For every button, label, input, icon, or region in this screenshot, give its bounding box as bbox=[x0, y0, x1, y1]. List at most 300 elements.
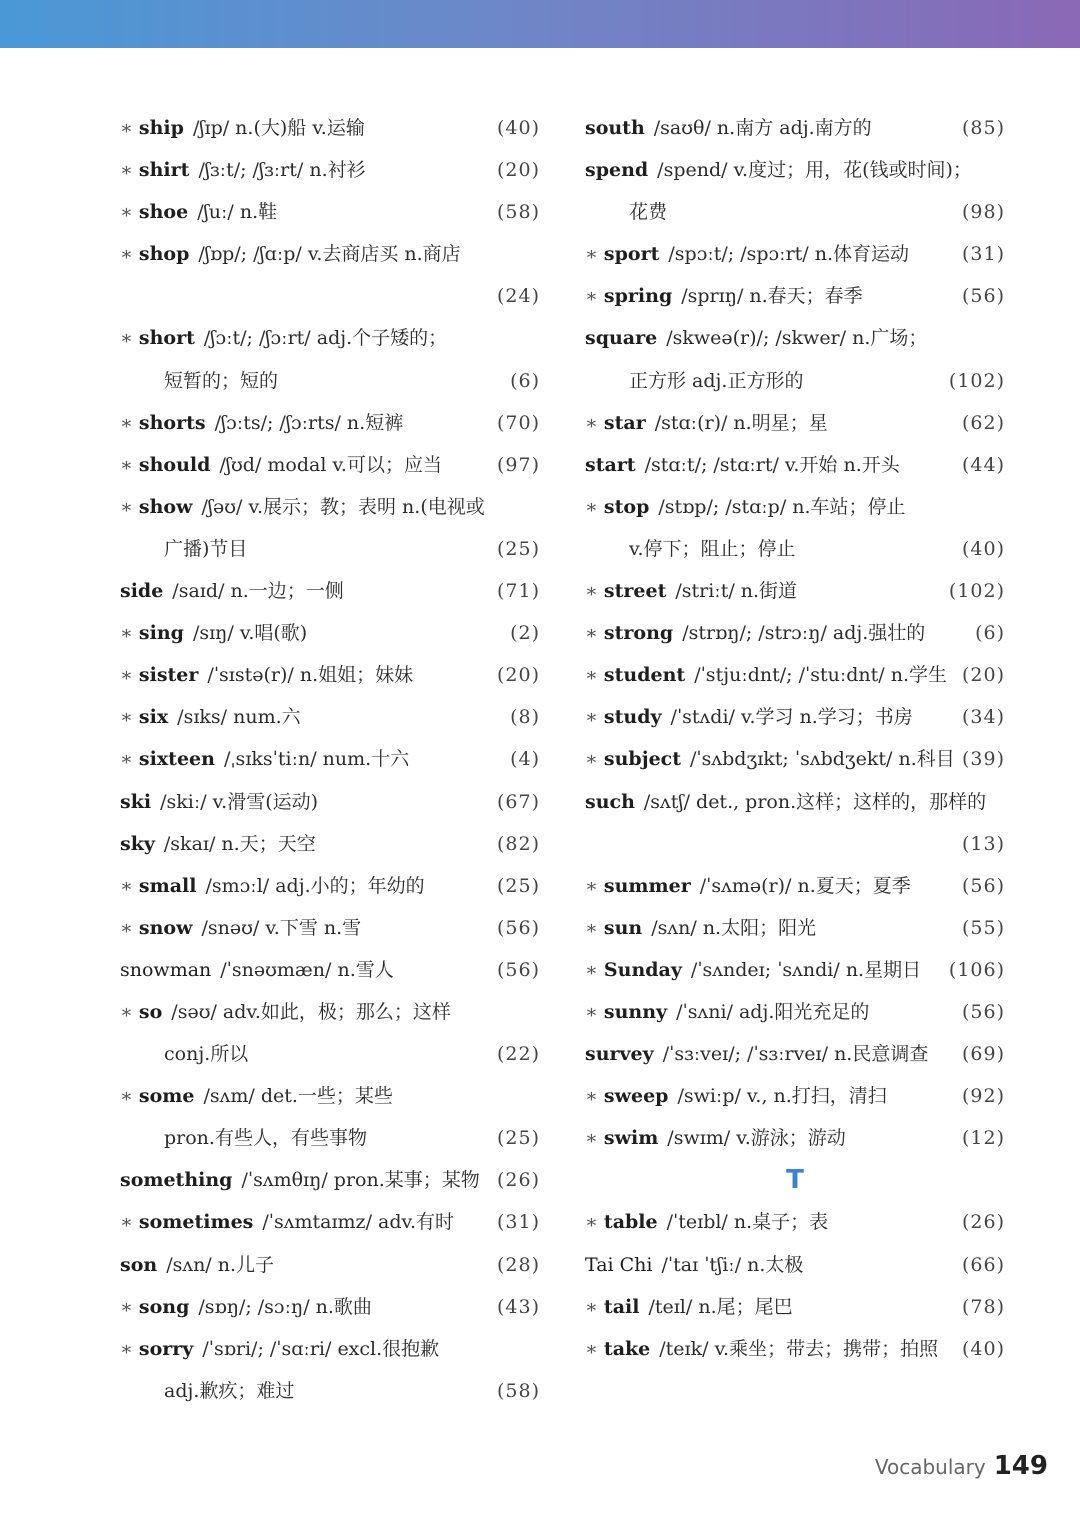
headword: shoe bbox=[138, 201, 189, 224]
unit-reference: (8) bbox=[510, 706, 540, 729]
vocabulary-column-right bbox=[585, 107, 1005, 1370]
unit-reference: (58) bbox=[496, 201, 540, 224]
vocabulary-column-left bbox=[120, 107, 540, 1412]
vocab-continuation bbox=[120, 1370, 540, 1412]
entry-content bbox=[585, 612, 925, 654]
entry-content bbox=[585, 738, 955, 780]
entry-definition: /sɪŋ/ v.唱(歌) bbox=[192, 622, 308, 645]
vocab-entry bbox=[120, 233, 540, 275]
entry-definition: 广播)节目 bbox=[164, 537, 248, 560]
headword: so bbox=[138, 1000, 163, 1023]
headword: strong bbox=[603, 622, 674, 645]
key-word-star: ∗ bbox=[585, 285, 598, 308]
vocab-continuation bbox=[120, 360, 540, 402]
entry-definition: /sʌtʃ/ det., pron.这样；这样的，那样的 bbox=[643, 790, 987, 813]
vocab-entry bbox=[585, 275, 1005, 317]
vocab-entry bbox=[120, 1075, 540, 1117]
key-word-star: ∗ bbox=[120, 495, 133, 518]
entry-content bbox=[120, 107, 365, 149]
key-word-star: ∗ bbox=[585, 1000, 598, 1023]
unit-reference: (34) bbox=[961, 706, 1005, 729]
entry-definition: /sprɪŋ/ n.春天；春季 bbox=[681, 285, 863, 308]
vocab-entry bbox=[120, 149, 540, 191]
page-footer bbox=[875, 1451, 1048, 1481]
unit-reference: (2) bbox=[510, 622, 540, 645]
entry-definition: 花费 bbox=[629, 201, 668, 224]
key-word-star: ∗ bbox=[120, 1211, 133, 1234]
vocab-entry bbox=[120, 191, 540, 233]
entry-content bbox=[120, 191, 277, 233]
entry-definition: /ˌsɪksˈtiːn/ num.十六 bbox=[223, 748, 410, 771]
entry-definition: /ˈsʌbdʒɪkt; ˈsʌbdʒekt/ n.科目 bbox=[690, 748, 955, 771]
unit-reference: (40) bbox=[961, 537, 1005, 560]
entry-content bbox=[585, 949, 921, 991]
vocab-entry bbox=[120, 107, 540, 149]
entry-content bbox=[585, 191, 667, 233]
headword: sixteen bbox=[138, 748, 215, 771]
vocab-entry bbox=[120, 696, 540, 738]
vocab-continuation bbox=[120, 528, 540, 570]
key-word-star: ∗ bbox=[120, 874, 133, 897]
entry-content bbox=[585, 360, 803, 402]
unit-reference: (44) bbox=[961, 453, 1005, 476]
headword: snowman bbox=[120, 958, 212, 981]
vocab-entry bbox=[585, 696, 1005, 738]
entry-definition: /ʃɔːts/; /ʃɔːrts/ n.短裤 bbox=[214, 411, 404, 434]
entry-content bbox=[120, 949, 394, 991]
vocab-entry bbox=[585, 738, 1005, 780]
vocab-entry bbox=[585, 1075, 1005, 1117]
entry-definition: /stɑː(r)/ n.明星；星 bbox=[654, 411, 828, 434]
headword: sky bbox=[120, 832, 155, 855]
unit-reference: (40) bbox=[961, 1337, 1005, 1360]
entry-content bbox=[120, 570, 344, 612]
entry-content bbox=[585, 1286, 793, 1328]
entry-definition: /swiːp/ v., n.打扫，清扫 bbox=[677, 1085, 887, 1108]
key-word-star: ∗ bbox=[120, 706, 133, 729]
vocab-entry bbox=[120, 738, 540, 780]
headword: side bbox=[120, 580, 164, 603]
entry-definition: /teɪk/ v.乘坐；带去；携带；拍照 bbox=[659, 1337, 939, 1360]
headword: street bbox=[603, 580, 667, 603]
entry-definition: /striːt/ n.街道 bbox=[675, 580, 798, 603]
unit-reference: (25) bbox=[496, 1127, 540, 1150]
unit-reference: (25) bbox=[496, 874, 540, 897]
vocab-continuation bbox=[120, 1033, 540, 1075]
entry-content bbox=[120, 612, 307, 654]
entry-content bbox=[120, 1286, 372, 1328]
unit-reference: (62) bbox=[961, 411, 1005, 434]
unit-reference: (22) bbox=[496, 1043, 540, 1066]
unit-reference: (31) bbox=[961, 243, 1005, 266]
headword: summer bbox=[603, 874, 691, 897]
headword: Sunday bbox=[603, 958, 682, 981]
entry-definition: /ˈsɜːveɪ/; /ˈsɜːrveɪ/ n.民意调查 bbox=[662, 1043, 929, 1066]
vocab-entry bbox=[120, 570, 540, 612]
vocab-entry bbox=[585, 612, 1005, 654]
unit-reference: (28) bbox=[496, 1253, 540, 1276]
entry-definition: /skweə(r)/; /skwer/ n.广场； bbox=[666, 327, 928, 350]
vocab-continuation bbox=[585, 191, 1005, 233]
entry-definition: /snəʊ/ v.下雪 n.雪 bbox=[201, 916, 362, 939]
vocab-entry bbox=[585, 317, 1005, 359]
unit-reference: (66) bbox=[961, 1253, 1005, 1276]
vocab-entry bbox=[120, 1286, 540, 1328]
headword: sometimes bbox=[138, 1211, 254, 1234]
unit-reference: (85) bbox=[961, 117, 1005, 139]
entry-content bbox=[585, 444, 900, 486]
vocab-entry bbox=[585, 1033, 1005, 1075]
unit-reference: (43) bbox=[496, 1295, 540, 1318]
key-word-star: ∗ bbox=[585, 1337, 598, 1360]
entry-definition: /strɒŋ/; /strɔːŋ/ adj.强壮的 bbox=[682, 622, 926, 645]
footer-label: Vocabulary bbox=[874, 1455, 986, 1479]
unit-reference: (56) bbox=[961, 874, 1005, 897]
headword: shirt bbox=[138, 159, 190, 182]
section-letter-row bbox=[585, 1159, 1005, 1201]
entry-content bbox=[120, 696, 301, 738]
key-word-star: ∗ bbox=[585, 1295, 598, 1318]
headword: Tai Chi bbox=[585, 1253, 653, 1276]
vocab-entry bbox=[120, 1328, 540, 1370]
entry-definition: /ˈsʌndeɪ; ˈsʌndi/ n.星期日 bbox=[690, 958, 922, 981]
key-word-star: ∗ bbox=[585, 1211, 598, 1234]
entry-content bbox=[120, 738, 409, 780]
unit-reference: (98) bbox=[961, 201, 1005, 224]
headword: something bbox=[120, 1169, 233, 1192]
entry-definition: /ˈsʌni/ adj.阳光充足的 bbox=[676, 1000, 870, 1023]
entry-definition: /ʃuː/ n.鞋 bbox=[197, 201, 278, 224]
headword: spring bbox=[603, 285, 673, 308]
vocab-entry bbox=[120, 907, 540, 949]
entry-content bbox=[120, 865, 425, 907]
entry-content bbox=[120, 233, 461, 275]
entry-content bbox=[585, 275, 863, 317]
headword: ship bbox=[138, 117, 184, 139]
entry-content bbox=[120, 444, 442, 486]
vocab-entry bbox=[585, 233, 1005, 275]
entry-content bbox=[585, 1201, 828, 1243]
section-letter: T bbox=[786, 1165, 804, 1196]
entry-definition: adj.歉疚；难过 bbox=[164, 1379, 295, 1402]
headword: small bbox=[138, 874, 197, 897]
headword: ski bbox=[120, 790, 152, 813]
entry-definition: /ʃəʊ/ v.展示；教；表明 n.(电视或 bbox=[201, 495, 485, 518]
entry-definition: /spɔːt/; /spɔːrt/ n.体育运动 bbox=[668, 243, 910, 266]
entry-content bbox=[585, 696, 913, 738]
key-word-star: ∗ bbox=[120, 411, 133, 434]
entry-content bbox=[120, 1328, 439, 1370]
unit-reference: (4) bbox=[510, 748, 540, 771]
unit-reference: (40) bbox=[496, 117, 540, 139]
vocab-entry bbox=[585, 1117, 1005, 1159]
headword: shop bbox=[138, 243, 190, 266]
entry-content bbox=[585, 486, 906, 528]
vocab-entry bbox=[120, 444, 540, 486]
entry-definition: /ˈsʌmθɪŋ/ pron.某事；某物 bbox=[241, 1169, 480, 1192]
vocab-entry bbox=[585, 1328, 1005, 1370]
vocab-entry bbox=[585, 402, 1005, 444]
key-word-star: ∗ bbox=[585, 748, 598, 771]
key-word-star: ∗ bbox=[120, 916, 133, 939]
entry-definition: /ˈsnəʊmæn/ n.雪人 bbox=[220, 958, 394, 981]
headword: song bbox=[138, 1295, 190, 1318]
unit-reference: (26) bbox=[961, 1211, 1005, 1234]
entry-content bbox=[585, 991, 869, 1033]
vocab-entry bbox=[585, 486, 1005, 528]
headword: sport bbox=[603, 243, 660, 266]
entry-content bbox=[120, 991, 451, 1033]
entry-definition: /ʃɔːt/; /ʃɔːrt/ adj.个子矮的； bbox=[203, 327, 448, 350]
entry-content bbox=[585, 1117, 846, 1159]
vocab-continuation bbox=[120, 1117, 540, 1159]
vocab-entry bbox=[585, 570, 1005, 612]
unit-reference: (97) bbox=[496, 453, 540, 476]
vocab-entry bbox=[120, 1159, 540, 1201]
entry-definition: conj.所以 bbox=[164, 1043, 249, 1066]
unit-reference: (20) bbox=[961, 664, 1005, 687]
key-word-star: ∗ bbox=[585, 622, 598, 645]
entry-definition: /ˈsɒri/; /ˈsɑːri/ excl.很抱歉 bbox=[202, 1337, 440, 1360]
entry-content bbox=[120, 781, 318, 823]
key-word-star: ∗ bbox=[585, 243, 598, 266]
entry-content bbox=[120, 1075, 393, 1117]
entry-content bbox=[585, 528, 796, 570]
vocab-entry bbox=[585, 865, 1005, 907]
unit-reference: (6) bbox=[975, 622, 1005, 645]
entry-definition: /ˈstʌdi/ v.学习 n.学习；书房 bbox=[670, 706, 913, 729]
key-word-star: ∗ bbox=[120, 622, 133, 645]
key-word-star: ∗ bbox=[120, 327, 133, 350]
unit-reference: (106) bbox=[948, 958, 1005, 981]
key-word-star: ∗ bbox=[585, 916, 598, 939]
unit-reference: (26) bbox=[496, 1169, 540, 1192]
unit-reference: (56) bbox=[961, 1000, 1005, 1023]
key-word-star: ∗ bbox=[585, 1085, 598, 1108]
vocab-continuation bbox=[120, 275, 540, 317]
entry-content bbox=[585, 149, 972, 191]
unit-reference: (71) bbox=[496, 580, 540, 603]
vocab-entry bbox=[585, 991, 1005, 1033]
entry-definition: /ˈsʌmə(r)/ n.夏天；夏季 bbox=[699, 874, 911, 897]
vocab-entry bbox=[120, 486, 540, 528]
entry-definition: /səʊ/ adv.如此，极；那么；这样 bbox=[171, 1000, 451, 1023]
key-word-star: ∗ bbox=[120, 453, 133, 476]
vocab-entry bbox=[585, 1201, 1005, 1243]
vocab-continuation bbox=[585, 528, 1005, 570]
entry-content bbox=[120, 1201, 454, 1243]
entry-definition: /ˈstjuːdnt/; /ˈstuːdnt/ n.学生 bbox=[694, 664, 948, 687]
entry-content bbox=[585, 233, 909, 275]
entry-definition: /sɪks/ num.六 bbox=[177, 706, 301, 729]
vocab-entry bbox=[120, 991, 540, 1033]
entry-content bbox=[120, 360, 278, 402]
entry-definition: /stɒp/; /stɑːp/ n.车站；停止 bbox=[658, 495, 906, 518]
headword: son bbox=[120, 1253, 158, 1276]
headword: some bbox=[138, 1085, 195, 1108]
key-word-star: ∗ bbox=[585, 1127, 598, 1150]
page-number: 149 bbox=[993, 1451, 1048, 1481]
unit-reference: (6) bbox=[510, 369, 540, 392]
key-word-star: ∗ bbox=[585, 958, 598, 981]
unit-reference: (102) bbox=[948, 369, 1005, 392]
headword: south bbox=[585, 117, 645, 139]
vocab-entry bbox=[585, 654, 1005, 696]
entry-content bbox=[585, 654, 947, 696]
headword: show bbox=[138, 495, 193, 518]
entry-content bbox=[585, 570, 797, 612]
entry-content bbox=[585, 402, 828, 444]
headword: sister bbox=[138, 664, 199, 687]
vocab-entry bbox=[585, 1286, 1005, 1328]
unit-reference: (82) bbox=[496, 832, 540, 855]
unit-reference: (92) bbox=[961, 1085, 1005, 1108]
entry-definition: /saɪd/ n.一边；一侧 bbox=[172, 580, 344, 603]
headword: stop bbox=[603, 495, 650, 518]
unit-reference: (69) bbox=[961, 1043, 1005, 1066]
headword: tail bbox=[603, 1295, 640, 1318]
headword: subject bbox=[603, 748, 682, 771]
key-word-star: ∗ bbox=[585, 411, 598, 434]
vocab-entry bbox=[585, 907, 1005, 949]
key-word-star: ∗ bbox=[120, 1295, 133, 1318]
vocab-entry bbox=[585, 1244, 1005, 1286]
entry-content bbox=[585, 107, 872, 149]
entry-definition: /ˈsʌmtaɪmz/ adv.有时 bbox=[262, 1211, 455, 1234]
entry-content bbox=[120, 149, 366, 191]
entry-content bbox=[585, 907, 816, 949]
headword: survey bbox=[585, 1043, 654, 1066]
vocab-entry bbox=[120, 1244, 540, 1286]
entry-definition: /skiː/ v.滑雪(运动) bbox=[160, 790, 319, 813]
vocab-entry bbox=[120, 865, 540, 907]
headword: sunny bbox=[603, 1000, 668, 1023]
headword: star bbox=[603, 411, 646, 434]
vocab-entry bbox=[585, 149, 1005, 191]
headword: short bbox=[138, 327, 195, 350]
entry-content bbox=[120, 654, 413, 696]
vocab-entry bbox=[585, 107, 1005, 149]
headword: sweep bbox=[603, 1085, 669, 1108]
entry-definition: /ʃɜːt/; /ʃɜːrt/ n.衬衫 bbox=[198, 159, 366, 182]
vocab-entry bbox=[120, 402, 540, 444]
entry-definition: /teɪl/ n.尾；尾巴 bbox=[648, 1295, 793, 1318]
entry-content bbox=[120, 317, 447, 359]
entry-content bbox=[585, 865, 911, 907]
key-word-star: ∗ bbox=[120, 664, 133, 687]
entry-content bbox=[120, 1117, 367, 1159]
entry-content bbox=[585, 1033, 928, 1075]
headword: student bbox=[603, 664, 686, 687]
vocab-entry bbox=[120, 823, 540, 865]
vocab-entry bbox=[585, 949, 1005, 991]
key-word-star: ∗ bbox=[585, 874, 598, 897]
entry-content bbox=[120, 1159, 480, 1201]
entry-definition: /spend/ v.度过；用，花(钱或时间)； bbox=[657, 159, 972, 182]
entry-definition: /skaɪ/ n.天；天空 bbox=[163, 832, 316, 855]
headword: spend bbox=[585, 159, 649, 182]
entry-definition: /swɪm/ v.游泳；游动 bbox=[667, 1127, 846, 1150]
entry-content bbox=[120, 907, 361, 949]
vocab-continuation bbox=[585, 823, 1005, 865]
headword: six bbox=[138, 706, 169, 729]
entry-content bbox=[120, 1033, 248, 1075]
vocab-entry bbox=[120, 654, 540, 696]
key-word-star: ∗ bbox=[585, 495, 598, 518]
key-word-star: ∗ bbox=[585, 664, 598, 687]
entry-definition: /saʊθ/ n.南方 adj.南方的 bbox=[653, 117, 872, 139]
entry-definition: /smɔːl/ adj.小的；年幼的 bbox=[205, 874, 425, 897]
entry-definition: /ʃʊd/ modal v.可以；应当 bbox=[219, 453, 442, 476]
entry-definition: /stɑːt/; /stɑːrt/ v.开始 n.开头 bbox=[644, 453, 900, 476]
unit-reference: (24) bbox=[496, 285, 540, 308]
headword: swim bbox=[603, 1127, 659, 1150]
entry-content bbox=[585, 1244, 803, 1286]
entry-definition: v.停下；阻止；停止 bbox=[629, 537, 796, 560]
unit-reference: (20) bbox=[496, 159, 540, 182]
entry-content bbox=[585, 781, 986, 823]
entry-definition: /ˈteɪbl/ n.桌子；表 bbox=[666, 1211, 829, 1234]
entry-content bbox=[585, 1075, 887, 1117]
headword: table bbox=[603, 1211, 658, 1234]
entry-definition: /ˈtaɪ ˈtʃiː/ n.太极 bbox=[661, 1253, 804, 1276]
headword: take bbox=[603, 1337, 651, 1360]
key-word-star: ∗ bbox=[120, 1085, 133, 1108]
unit-reference: (13) bbox=[961, 832, 1005, 855]
entry-definition: 短暂的；短的 bbox=[164, 369, 279, 392]
key-word-star: ∗ bbox=[120, 201, 133, 224]
headword: shorts bbox=[138, 411, 206, 434]
unit-reference: (56) bbox=[496, 916, 540, 939]
unit-reference: (12) bbox=[961, 1127, 1005, 1150]
unit-reference: (20) bbox=[496, 664, 540, 687]
entry-definition: pron.有些人，有些事物 bbox=[164, 1127, 367, 1150]
unit-reference: (39) bbox=[961, 748, 1005, 771]
headword: such bbox=[585, 790, 635, 813]
unit-reference: (31) bbox=[496, 1211, 540, 1234]
key-word-star: ∗ bbox=[120, 748, 133, 771]
headword: square bbox=[585, 327, 658, 350]
unit-reference: (102) bbox=[948, 580, 1005, 603]
entry-content bbox=[120, 402, 403, 444]
header-gradient-bar bbox=[0, 0, 1080, 48]
headword: sun bbox=[603, 916, 643, 939]
entry-content bbox=[585, 1328, 938, 1370]
vocab-entry bbox=[120, 317, 540, 359]
entry-definition: /sɒŋ/; /sɔːŋ/ n.歌曲 bbox=[198, 1295, 372, 1318]
vocab-entry bbox=[120, 612, 540, 654]
unit-reference: (78) bbox=[961, 1295, 1005, 1318]
vocab-entry bbox=[585, 781, 1005, 823]
headword: should bbox=[138, 453, 211, 476]
entry-definition: 正方形 adj.正方形的 bbox=[629, 369, 804, 392]
entry-definition: /sʌn/ n.儿子 bbox=[166, 1253, 275, 1276]
entry-content bbox=[120, 1370, 294, 1412]
unit-reference: (58) bbox=[496, 1379, 540, 1402]
entry-content bbox=[585, 317, 927, 359]
entry-content bbox=[120, 486, 485, 528]
key-word-star: ∗ bbox=[120, 1000, 133, 1023]
headword: study bbox=[603, 706, 662, 729]
key-word-star: ∗ bbox=[120, 243, 133, 266]
key-word-star: ∗ bbox=[120, 159, 133, 182]
key-word-star: ∗ bbox=[120, 1337, 133, 1360]
entry-definition: /sʌm/ det.一些；某些 bbox=[203, 1085, 393, 1108]
vocab-entry bbox=[120, 1201, 540, 1243]
unit-reference: (55) bbox=[961, 916, 1005, 939]
headword: start bbox=[585, 453, 636, 476]
unit-reference: (56) bbox=[496, 958, 540, 981]
